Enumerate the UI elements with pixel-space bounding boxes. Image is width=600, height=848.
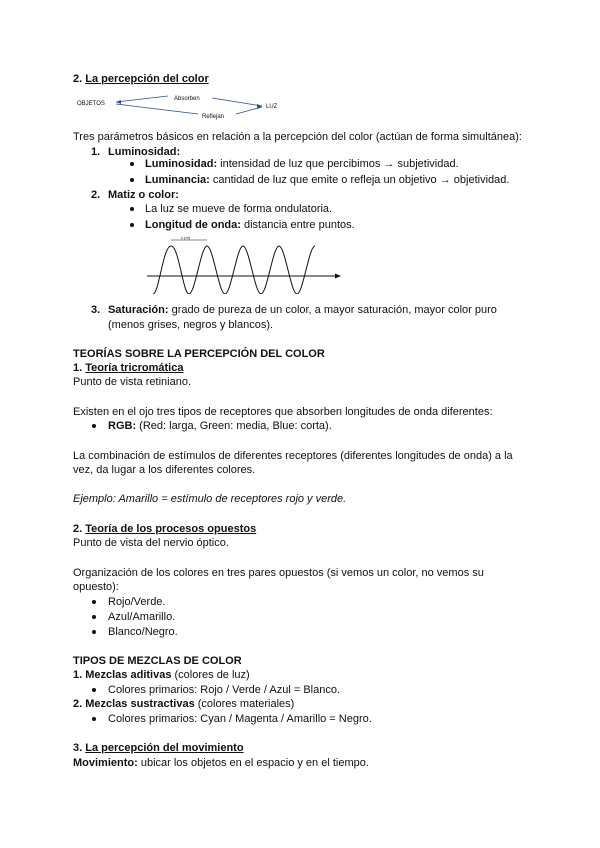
mezclas-heading: TIPOS DE MEZCLAS DE COLOR (73, 655, 242, 667)
arrowhead-icon (116, 100, 121, 104)
wavelength-label: λ (m) (181, 235, 191, 240)
arrowhead-icon (257, 104, 262, 109)
teoria-1-combination-line-1: La combinación de estímulos de diferentes receptores (diferentes longitudes de onda) a la (73, 450, 513, 462)
diagram-objetos: OBJETOS (77, 101, 105, 107)
bullet-icon (130, 178, 134, 182)
diagram-luz: LUZ (266, 104, 278, 110)
param-2-bullet-1: La luz se mueve de forma ondulatoria. (145, 203, 333, 215)
example-line: Ejemplo: Amarillo = estímulo de receptores rojo y verde. (73, 493, 347, 505)
list-item: Rojo/Verde. (108, 596, 166, 608)
mezclas-aditivas: 1. Mezclas aditivas (colores de luz) (73, 669, 250, 681)
bullet-icon (92, 600, 96, 604)
bullet-icon (92, 424, 96, 428)
rgb-item: RGB: (Red: larga, Green: media, Blue: corta). (108, 420, 332, 432)
section-3-heading: 3. La percepción del movimiento (73, 742, 244, 754)
param-1-title: Luminosidad: (108, 146, 181, 158)
arrow-luz-top (212, 98, 262, 106)
teoria-1-subtitle: Punto de vista retiniano. (73, 376, 192, 388)
list-item: Azul/Amarillo. (108, 611, 176, 623)
section-title: La percepción del color (85, 73, 209, 85)
mezclas-aditivas-item: Colores primarios: Rojo / Verde / Azul = Blanco. (108, 684, 341, 696)
teoria-2-paragraph-line-2: opuesto): (73, 581, 119, 593)
mezclas-sustractivas: 2. Mezclas sustractivas (colores materiales) (73, 698, 295, 710)
teoria-1-combination-line-2: vez, da lugar a los diferentes colores. (73, 464, 256, 476)
bullet-icon (92, 630, 96, 634)
diagram-reflejan: Reflejan (202, 114, 225, 120)
param-1-number: 1. (91, 146, 101, 158)
bullet-icon (130, 207, 134, 211)
teoria-2-paragraph-line-1: Organización de los colores en tres pares opuestos (si vemos un color, no vemos su (73, 567, 484, 579)
section-2-heading (73, 72, 209, 86)
sine-wave-diagram (145, 234, 345, 294)
param-1-bullet-1: Luminosidad: intensidad de luz que percibimos → subjetividad. (145, 158, 459, 170)
mezclas-sustractivas-item: Colores primarios: Cyan / Magenta / Amarillo = Negro. (108, 713, 372, 725)
teoria-1-paragraph: Existen en el ojo tres tipos de receptores que absorben longitudes de onda diferentes: (73, 406, 493, 418)
diagram-absorben: Absorben (174, 96, 200, 102)
teoria-2-subtitle: Punto de vista del nervio óptico. (73, 537, 229, 549)
movimiento-line: Movimiento: ubicar los objetos en el espacio y en el tiempo. (73, 757, 369, 769)
arrow-reflejan (116, 104, 198, 114)
axis-arrow-icon (335, 274, 341, 279)
param-1-bullet-2: Luminancia: cantidad de luz que emite o refleja un objetivo → objetividad. (145, 174, 510, 186)
param-3-number: 3. (91, 304, 101, 316)
arrow-absorben (116, 96, 168, 102)
section-number: 2. (73, 73, 83, 85)
list-item: Blanco/Negro. (108, 626, 178, 638)
bullet-icon (130, 223, 134, 227)
param-2-number: 2. (91, 189, 101, 201)
param-3-line-2: (menos grises, negros y blancos). (108, 319, 274, 331)
bullet-icon (130, 162, 134, 166)
param-3-line-1: Saturación: grado de pureza de un color, a mayor saturación, mayor color puro (108, 304, 497, 316)
bullet-icon (92, 717, 96, 721)
bullet-icon (92, 688, 96, 692)
objects-light-diagram (70, 90, 290, 120)
wave-line (153, 246, 315, 294)
teoria-1-heading: 1. Teoría tricromática (73, 362, 184, 374)
param-2-bullet-2: Longitud de onda: distancia entre puntos. (145, 219, 355, 231)
intro-paragraph: Tres parámetros básicos en relación a la percepción del color (actúan de forma simultánea): (73, 131, 522, 143)
teorias-heading: TEORÍAS SOBRE LA PERCEPCIÓN DEL COLOR (73, 348, 325, 360)
bullet-icon (92, 615, 96, 619)
teoria-2-heading: 2. Teoría de los procesos opuestos (73, 523, 257, 535)
param-2-title: Matiz o color: (108, 189, 179, 201)
